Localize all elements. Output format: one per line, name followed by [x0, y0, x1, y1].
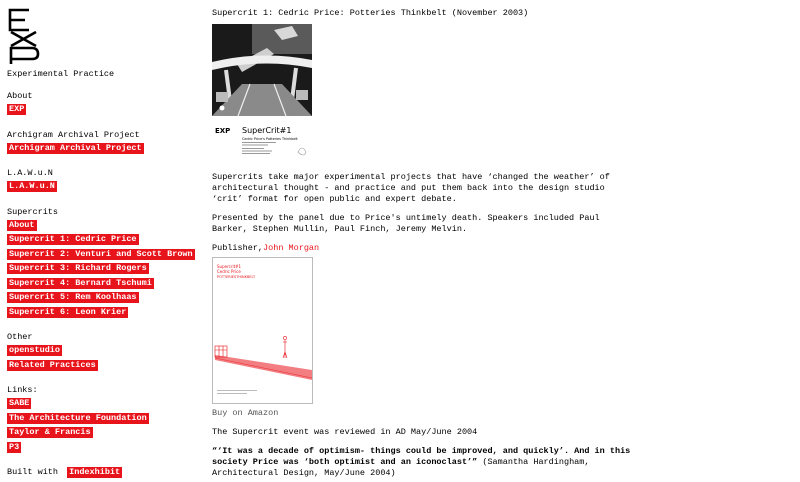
sidebar-list [7, 143, 197, 158]
sidebar-section [7, 332, 197, 374]
sidebar-item[interactable]: The Architecture Foundation [9, 412, 147, 423]
page-title: Supercrit 1: Cedric Price: Potteries Thinkbelt (November 2003) [212, 8, 529, 18]
book-title-2: Cedric Price [217, 269, 241, 274]
sidebar-section [7, 91, 197, 119]
sidebar-item[interactable]: About [9, 219, 35, 230]
speakers-paragraph: Presented by the panel due to Price's untimely death. Speakers included Paul Barker, Stephen Mullin, Paul Finch, Jeremy Melvin. [212, 213, 600, 234]
main-content [212, 8, 632, 479]
sidebar-item[interactable]: Supercrit 6: Leon Krier [9, 306, 127, 317]
sidebar-item[interactable]: Related Practices [9, 359, 96, 370]
sidebar-section-heading: L.A.W.u.N [7, 168, 53, 178]
indexhibit-link[interactable]: Indexhibit [69, 467, 121, 477]
sidebar-item[interactable]: openstudio [9, 345, 61, 355]
sidebar-item[interactable]: Supercrit 4: Bernard Tschumi [9, 277, 152, 288]
built-with [7, 467, 197, 482]
sidebar-section-heading: Supercrits [7, 206, 59, 217]
sidebar-item[interactable]: Supercrit 2: Venturi and Scott Brown [9, 248, 193, 259]
sidebar-section [7, 130, 197, 158]
sidebar-section-heading: About [7, 91, 33, 101]
sidebar-item[interactable]: P3 [9, 441, 20, 452]
built-with-label: Built with [7, 467, 59, 477]
sidebar-section-heading: Links: [7, 385, 38, 395]
book-cover-image[interactable] [212, 257, 313, 404]
sidebar-list [7, 398, 197, 456]
sidebar-list [7, 104, 197, 119]
site-name[interactable]: Experimental Practice [7, 69, 115, 79]
cover-caption: Cedric Price's Potteries Thinkbelt [242, 137, 298, 141]
sidebar-section [7, 385, 197, 456]
quote-source: (Samantha Hardingham, Architectural Design, May/June 2004) [212, 457, 590, 478]
book-title-1: Supercrit#1 [217, 264, 242, 269]
book-title-3: POTTERIESTHINKBELT [217, 275, 256, 279]
sidebar-item[interactable]: L.A.W.u.N [9, 181, 55, 191]
sidebar-list [7, 345, 197, 374]
sidebar [7, 8, 197, 482]
cover-exp-logo: EXP [215, 127, 231, 135]
sidebar-item[interactable]: EXP [9, 104, 25, 114]
sidebar-section [7, 207, 197, 322]
sidebar-list [7, 220, 197, 322]
buy-on-amazon-link[interactable]: Buy on Amazon [212, 408, 279, 418]
publisher-label: Publisher, [212, 243, 264, 253]
cover-brand: SuperCrit#1 [242, 126, 292, 135]
sidebar-item[interactable]: Supercrit 3: Richard Rogers [9, 263, 147, 273]
sidebar-section [7, 168, 197, 196]
publisher-line [212, 243, 632, 254]
sidebar-list [7, 181, 197, 196]
intro-paragraph: Supercrits take major experimental projects that have ‘changed the weather’ of architectural thought - and practice and put them back into the design studio ‘crit’ format for open public and expert debate. [212, 172, 610, 204]
publisher-link[interactable]: John Morgan [263, 243, 320, 253]
sidebar-item[interactable]: Supercrit 5: Rem Koolhaas [9, 292, 137, 302]
exp-logo[interactable] [7, 8, 41, 66]
sidebar-item[interactable]: Supercrit 1: Cedric Price [9, 234, 137, 244]
sidebar-section-heading: Archigram Archival Project [7, 129, 140, 140]
quote-bold: “‘It was a decade of optimism- things could be improved, and quickly’. And in this society Price was ‘both optimist and an iconoclast’” [212, 446, 631, 467]
supercrit-cover-image [212, 24, 312, 164]
sidebar-section-heading: Other [7, 332, 33, 342]
quote [212, 446, 632, 479]
review-text: The Supercrit event was reviewed in AD May/June 2004 [212, 427, 478, 437]
sidebar-item[interactable]: Taylor & Francis [9, 427, 91, 437]
sidebar-item[interactable]: Archigram Archival Project [9, 142, 142, 153]
sidebar-item[interactable]: SABE [9, 398, 30, 408]
